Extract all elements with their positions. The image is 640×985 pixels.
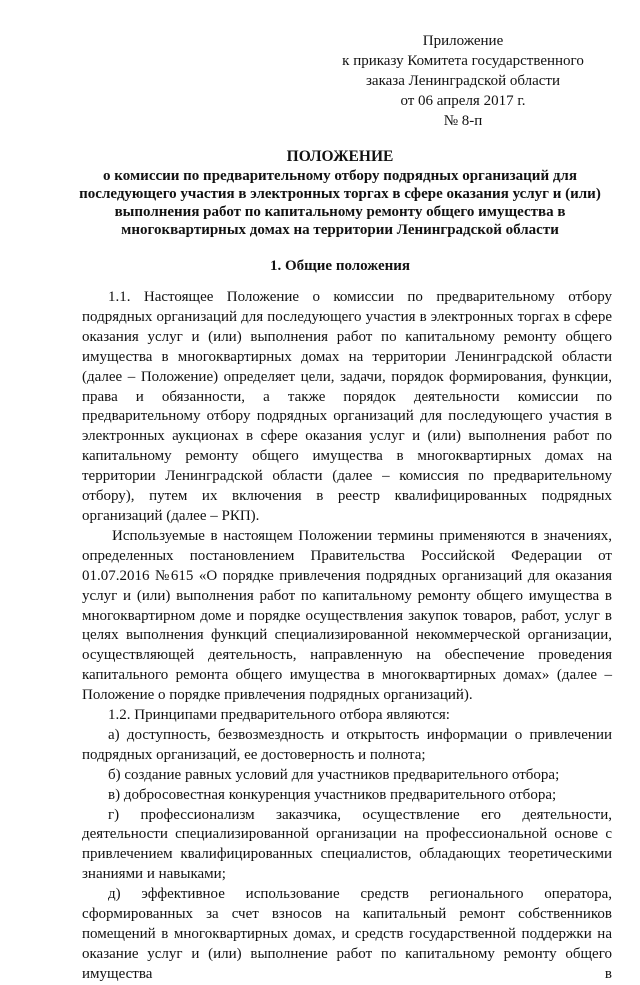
annex-line-4: от 06 апреля 2017 г. [400, 93, 526, 109]
annex-line-5: № 8-п [443, 113, 483, 129]
annex-line-2: к приказу Комитета государственного [342, 53, 584, 69]
paragraph-1-2: 1.2. Принципами предварительного отбора являются: [108, 707, 450, 724]
paragraph-1-1: 1.1. Настоящее Положение о комиссии по предварительному отбору подрядных организаций для последующего участия в электронных торгах в сфере оказания услуг и (или) выполнения работ по капитальному ремонту общего имущества в многоквартирных домах на территории Ленинградской области (далее – Положение) определяет цели, задачи, порядок формирования, функции, права и обязанности, а также порядок деятельности комиссии по предварительному отбору подрядных организаций для последующего участия в электронных аукционах в сфере оказания услуг и (или) выполнения работ по капитальному ремонту общего имущества в многоквартирных домах на территории Ленинградской области (далее – комиссия по предварительному отбору), путем их включения в реестр квалифицированных подрядных организаций (далее – РКП). [82, 289, 612, 524]
title-heading: ПОЛОЖЕНИЕ [286, 148, 394, 165]
list-item-g: г) профессионализм заказчика, осуществление его деятельности, деятельности специализированной организации на профессиональной основе с привлечением квалифицированных специалистов, обладающих теоретическими знаниями и навыками; [82, 806, 612, 883]
title-line-1: о комиссии по предварительному отбору подрядных организаций для [103, 168, 577, 184]
annex-line-1: Приложение [422, 33, 504, 49]
list-item-b: б) создание равных условий для участников предварительного отбора; [108, 766, 560, 783]
document-body [82, 288, 612, 985]
annex-header [318, 31, 608, 131]
list-item-a: а) доступность, безвозмездность и открытость информации о привлечении подрядных организаций, ее достоверность и полнота; [82, 726, 612, 763]
document-title [60, 148, 620, 239]
list-item-d: д) эффективное использование средств регионального оператора, сформированных за счет взносов на капитальный ремонт собственников помещений в многоквартирных домах, и средств государственной поддержки на оказание услуг и (или) выполнение работ по капитальному ремонту общего имущества в [82, 886, 612, 982]
list-item-v: в) добросовестная конкуренция участников предварительного отбора; [108, 786, 557, 803]
title-line-4: многоквартирных домах на территории Ленинградской области [121, 222, 559, 238]
title-line-2: последующего участия в электронных торгах в сфере оказания услуг и (или) [79, 186, 601, 202]
annex-line-3: заказа Ленинградской области [366, 73, 560, 89]
title-line-3: выполнения работ по капитальному ремонту общего имущества в [114, 204, 566, 220]
paragraph-terms: Используемые в настоящем Положении термины применяются в значениях, определенных постановлением Правительства Российской Федерации от 01.07.2016 №615 «О порядке привлечения подрядных организаций для оказания услуг и (или) выполнения работ по капитальному ремонту общего имущества в многоквартирном доме и порядке осуществления закупок товаров, работ, услуг в целях выполнения функций специализированной некоммерческой организации, осуществляющей деятельность, направленную на обеспечение проведения капитального ремонта общего имущества в многоквартирных домах» (далее – Положение о порядке привлечения подрядных организаций). [82, 527, 612, 704]
section-heading: 1. Общие положения [269, 258, 411, 274]
